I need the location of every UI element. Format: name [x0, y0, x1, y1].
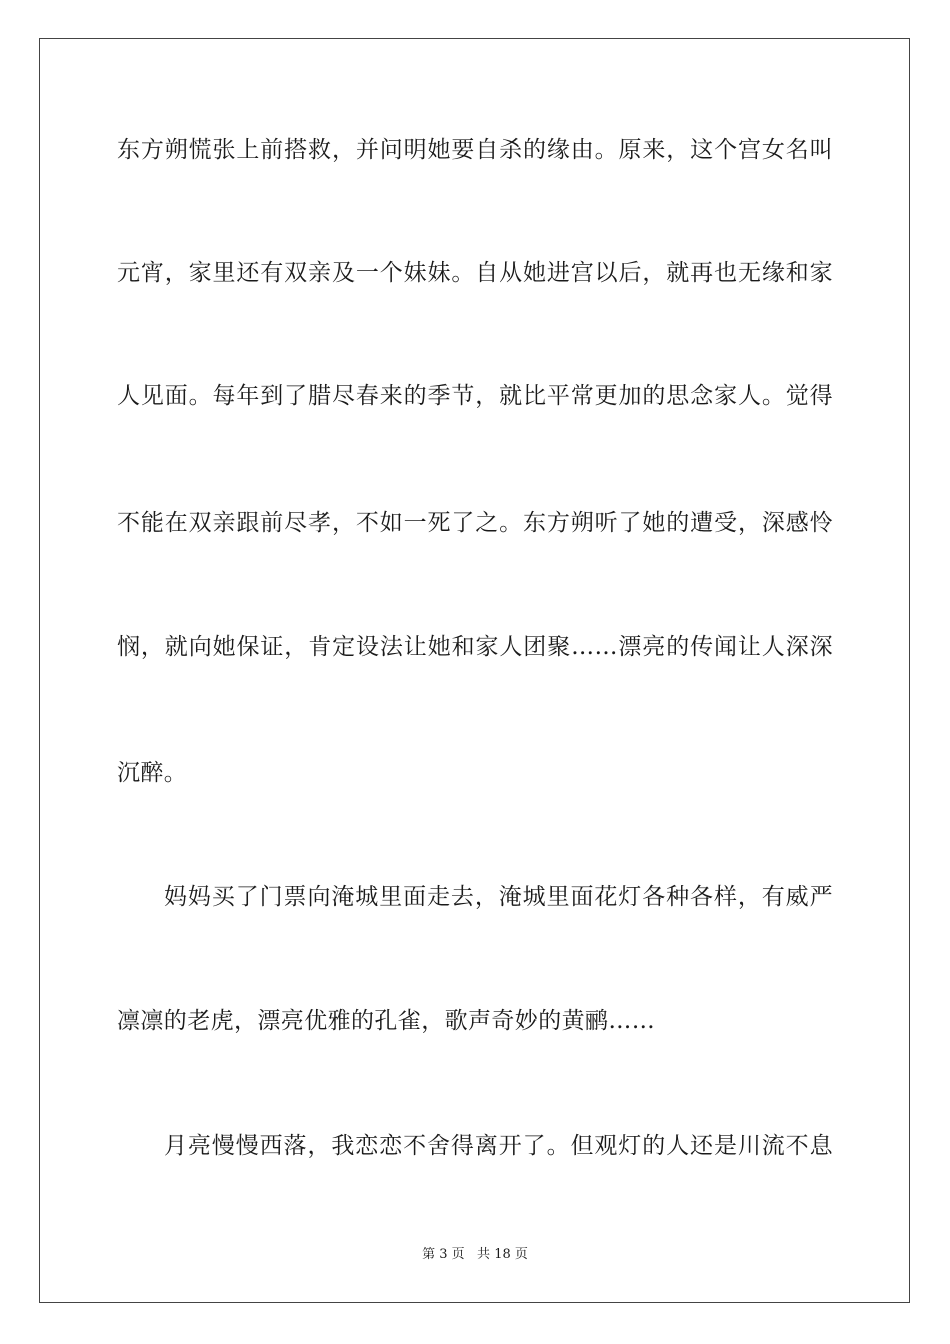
- text-line-4: 不能在双亲跟前尽孝，不如一死了之。东方朔听了她的遭受，深感怜: [117, 510, 833, 536]
- page-border: [39, 38, 910, 1303]
- text-line-7: 妈妈买了门票向淹城里面走去，淹城里面花灯各种各样，有威严: [164, 884, 833, 910]
- text-line-9: 月亮慢慢西落，我恋恋不舍得离开了。但观灯的人还是川流不息: [164, 1133, 833, 1159]
- text-line-2: 元宵，家里还有双亲及一个妹妹。自从她进宫以后，就再也无缘和家: [117, 260, 833, 286]
- page-number-footer: 第 3 页 共 18 页: [422, 1247, 528, 1262]
- text-line-6: 沉醉。: [117, 760, 188, 786]
- text-line-8: 凛凛的老虎，漂亮优雅的孔雀，歌声奇妙的黄鹂……: [117, 1008, 656, 1034]
- text-line-1: 东方朔慌张上前搭救，并问明她要自杀的缘由。原来，这个宫女名叫: [117, 137, 833, 163]
- text-line-5: 悯，就向她保证，肯定设法让她和家人团聚……漂亮的传闻让人深深: [117, 634, 833, 660]
- text-line-3: 人见面。每年到了腊尽春来的季节，就比平常更加的思念家人。觉得: [117, 383, 833, 409]
